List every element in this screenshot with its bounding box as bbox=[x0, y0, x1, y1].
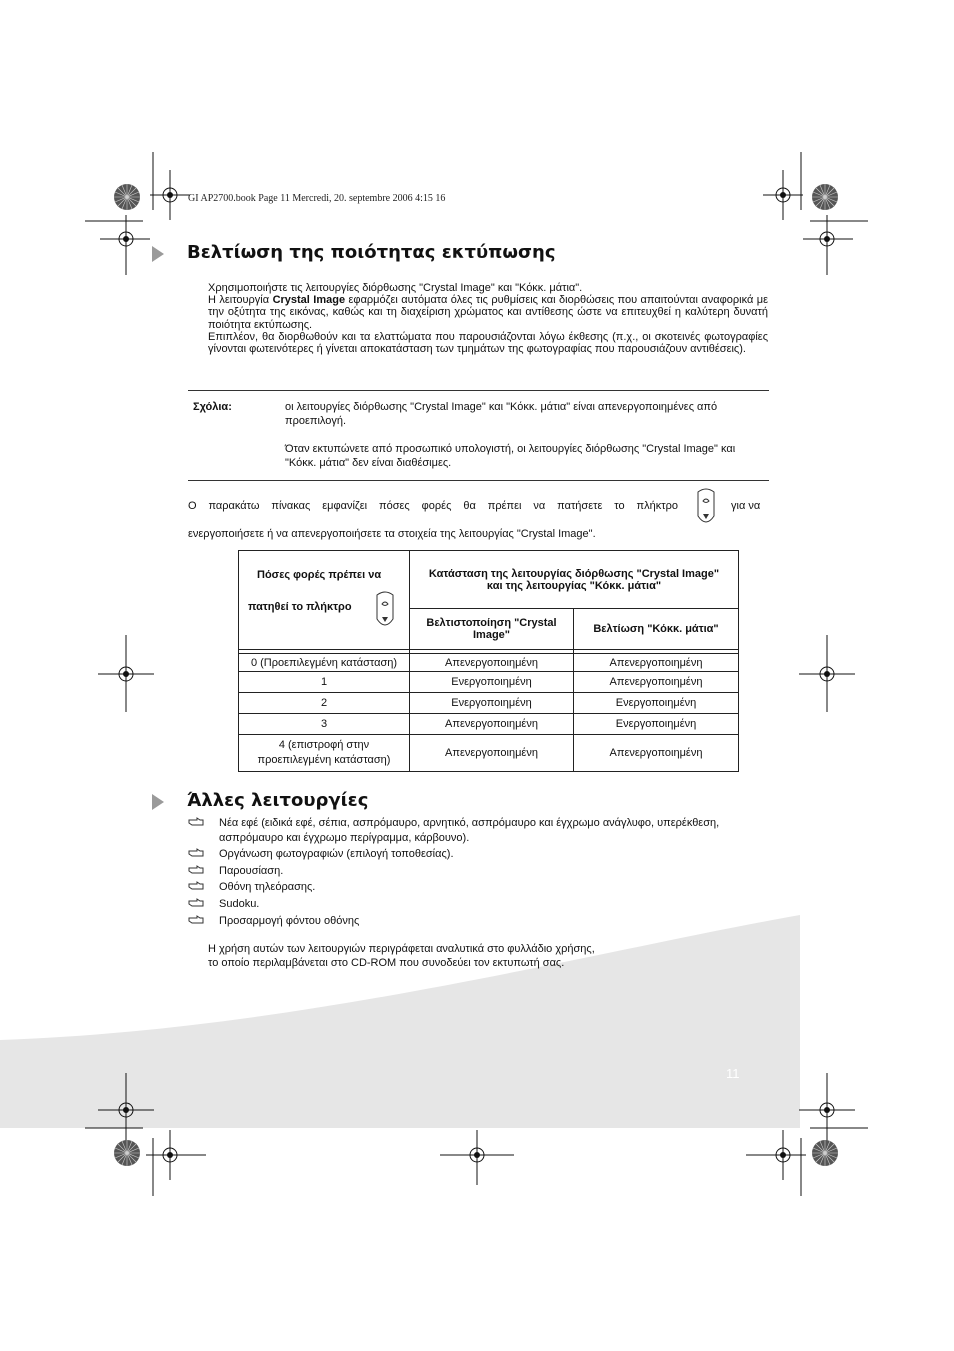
crystal-image-bold: Crystal Image bbox=[272, 294, 346, 307]
cell-presses: 2 bbox=[239, 693, 410, 714]
section-title-print-quality: Βελτίωση της ποιότητας εκτύπωσης bbox=[187, 242, 556, 263]
cell-redeye: Απενεργοποιημένη bbox=[574, 672, 739, 693]
cell-redeye: Ενεργοποιημένη bbox=[574, 693, 739, 714]
cell-crystal: Απενεργοποιημένη bbox=[410, 735, 574, 772]
table-row bbox=[239, 672, 739, 693]
paragraph-crystal: Η λειτουργία Crystal Image εφαρμόζει αυτόματα όλες τις ρυθμίσεις και διορθώσεις που απαιτούνται αναφορικά με την οξύτητα της εικόνας, καθώς και τη διαχείριση χρώματος και αντίθεσης ώστε να επιτευχθεί η καλύτερη δυνατή ποιότητα εκτύπωσης. bbox=[208, 294, 768, 331]
pointing-hand-icon bbox=[188, 864, 204, 876]
notes-box bbox=[188, 390, 769, 481]
paragraph-line: Χρησιμοποιήστε τις λειτουργίες διόρθωσης "Crystal Image" και "Κόκκ. μάτια". bbox=[208, 282, 583, 294]
cell-crystal: Ενεργοποιημένη bbox=[410, 672, 574, 693]
table-row bbox=[239, 735, 739, 772]
cell-crystal: Απενεργοποιημένη bbox=[410, 714, 574, 735]
notes-text-1: οι λειτουργίες διόρθωσης "Crystal Image" και "Κόκκ. μάτια" είναι απενεργοποιημένες από προεπιλογή. bbox=[285, 401, 718, 427]
cell-redeye: Απενεργοποιημένη bbox=[574, 735, 739, 772]
intro-sentence-end: για να bbox=[731, 500, 761, 512]
cell-presses: 0 (Προεπιλεγμένη κατάσταση) bbox=[239, 654, 410, 672]
page-number: 11 bbox=[726, 1066, 740, 1081]
notes-label: Σχόλια: bbox=[193, 401, 232, 413]
key-button-icon bbox=[373, 591, 397, 631]
list-item-text: Προσαρμογή φόντου οθόνης bbox=[219, 915, 360, 927]
cell-presses: 1 bbox=[239, 672, 410, 693]
paragraph-exposure: Επιπλέον, θα διορθωθούν και τα ελαττώματα που παρουσιάζονται λόγω έκθεσης (π.χ., οι σκοτεινές φωτογραφίες γίνονται φωτεινότερες ή γίνεται αποκατάσταση των τμημάτων της φωτογραφίας που παρουσιάζουν αντιθέσεις). bbox=[208, 330, 768, 356]
section-arrow-icon bbox=[152, 794, 164, 810]
table-row bbox=[239, 714, 739, 735]
file-header: GI AP2700.book Page 11 Mercredi, 20. septembre 2006 4:15 16 bbox=[188, 193, 446, 204]
closing-line-2: το οποίο περιλαμβάνεται στο CD-ROM που συνοδεύει τον εκτυπωτή σας. bbox=[208, 957, 565, 969]
intro-sentence: Ο παρακάτω πίνακας εμφανίζει πόσες φορές θα πρέπει να πατήσετε το πλήκτρο bbox=[188, 500, 678, 512]
cell-presses: 3 bbox=[239, 714, 410, 735]
pointing-hand-icon bbox=[188, 816, 204, 828]
table-row bbox=[239, 693, 739, 714]
closing-line-1: Η χρήση αυτών των λειτουργιών περιγράφεται αναλυτικά στο φυλλάδιο χρήσης, bbox=[208, 943, 595, 955]
section-title-other-functions: Άλλες λειτουργίες bbox=[187, 790, 369, 811]
cell-redeye: Ενεργοποιημένη bbox=[574, 714, 739, 735]
header-presses-line2: πατηθεί το πλήκτρο bbox=[248, 601, 352, 613]
list-item-text: Οργάνωση φωτογραφιών (επιλογή τοποθεσίας). bbox=[219, 848, 454, 860]
pointing-hand-icon bbox=[188, 914, 204, 926]
closing-paragraph bbox=[208, 942, 595, 970]
list-item-text: Οθόνη τηλεόρασης. bbox=[219, 881, 316, 893]
list-item-text: Νέα εφέ (ειδικά εφέ, σέπια, ασπρόμαυρο, αρνητικό, ασπρόμαυρο και έγχρωμο ανάγλυφο, υπερέκθεση, ασπρόμαυρο και έγχρωμο περίγραμμα, κάρβουνο). bbox=[219, 817, 720, 844]
pointing-hand-icon bbox=[188, 880, 204, 892]
notes-text-2: Όταν εκτυπώνετε από προσωπικό υπολογιστή, οι λειτουργίες διόρθωσης "Crystal Image" και "Κόκκ. μάτια" δεν είναι διαθέσιμες. bbox=[285, 443, 736, 469]
pointing-hand-icon bbox=[188, 847, 204, 859]
cell-presses: 4 (επιστροφή στην προεπιλεγμένη κατάσταση) bbox=[239, 735, 410, 772]
list-item-text: Παρουσίαση. bbox=[219, 865, 284, 877]
cell-crystal: Απενεργοποιημένη bbox=[410, 654, 574, 672]
header-crystal-image: Βελτιστοποίηση "Crystal Image" bbox=[410, 609, 574, 650]
pointing-hand-icon bbox=[188, 897, 204, 909]
paragraph-intro bbox=[208, 282, 768, 355]
header-presses-line1: Πόσες φορές πρέπει να bbox=[257, 569, 382, 581]
table-row bbox=[239, 654, 739, 672]
header-red-eye: Βελτίωση "Κόκκ. μάτια" bbox=[574, 609, 739, 650]
header-status: Κατάσταση της λειτουργίας διόρθωσης "Crystal Image" και της λειτουργίας "Κόκκ. μάτια" bbox=[410, 551, 739, 609]
key-button-icon bbox=[694, 488, 718, 528]
header-presses bbox=[239, 551, 410, 650]
cell-redeye: Απενεργοποιημένη bbox=[574, 654, 739, 672]
section-arrow-icon bbox=[152, 246, 164, 262]
crystal-image-table bbox=[238, 550, 739, 772]
list-item-text: Sudoku. bbox=[219, 898, 260, 910]
intro-sentence-2: ενεργοποιήσετε ή να απενεργοποιήσετε τα στοιχεία της λειτουργίας "Crystal Image". bbox=[188, 528, 596, 540]
cell-crystal: Ενεργοποιημένη bbox=[410, 693, 574, 714]
